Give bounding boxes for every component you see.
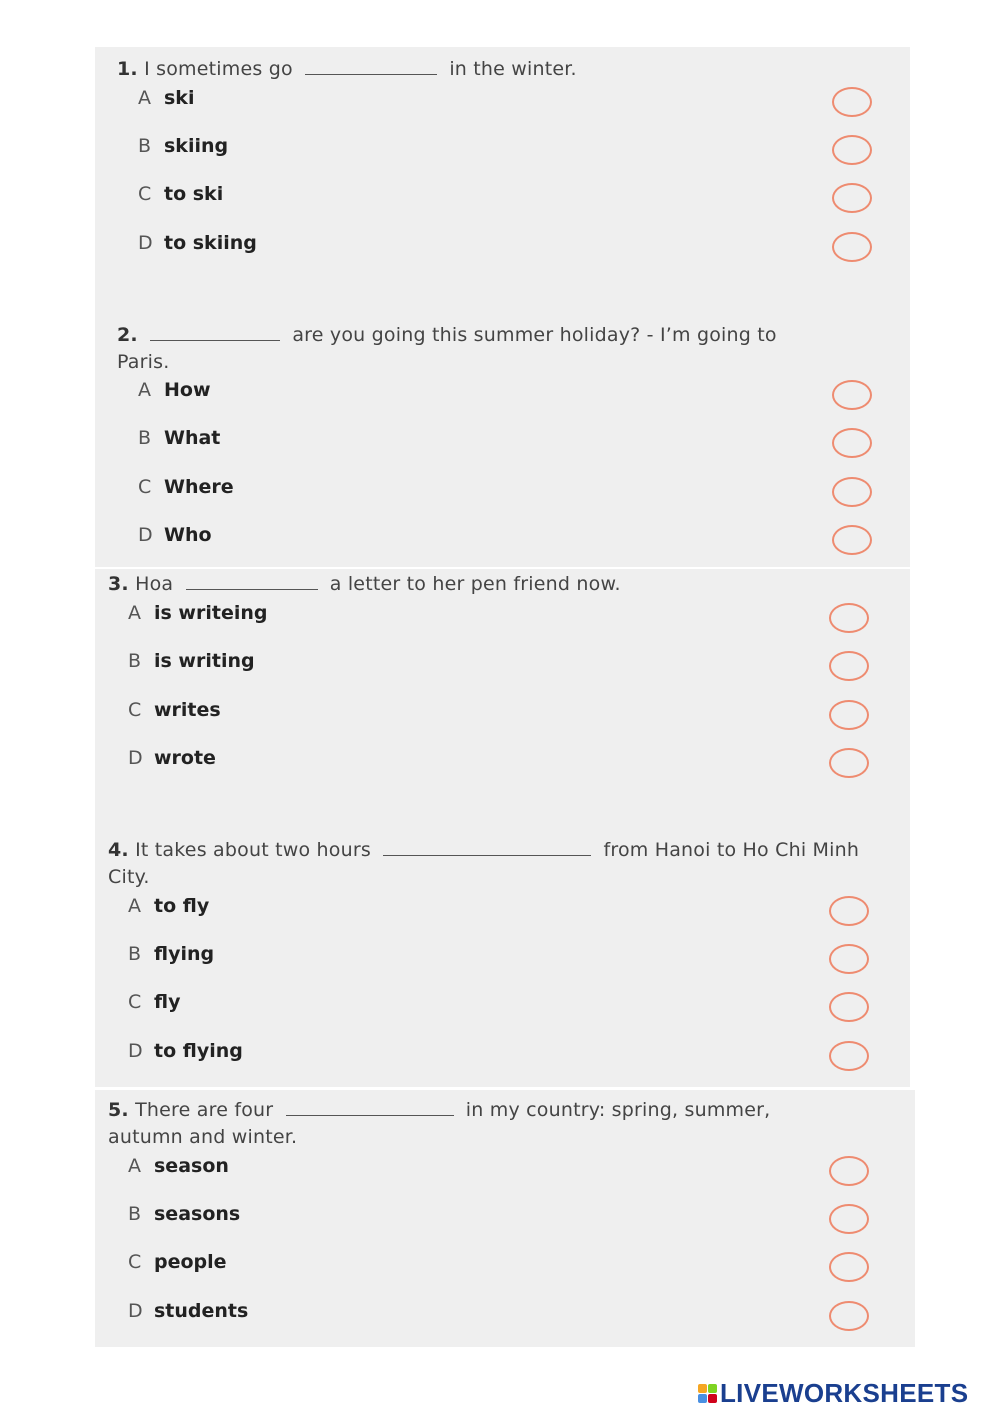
option-text: to fly — [154, 895, 210, 917]
option-text: flying — [154, 943, 215, 965]
question-number: 2. — [117, 324, 138, 346]
option-letter: C — [128, 699, 142, 721]
option-letter: B — [128, 650, 142, 672]
answer-blank — [305, 56, 437, 75]
question-text-before: It takes about two hours — [135, 839, 371, 861]
option-5b — [128, 1202, 240, 1226]
option-letter: B — [138, 427, 152, 449]
question-1 — [117, 56, 837, 83]
option-letter: D — [128, 747, 143, 769]
option-letter: A — [128, 1155, 141, 1177]
question-2 — [117, 322, 817, 376]
option-3d — [128, 746, 216, 770]
question-4 — [108, 837, 868, 891]
option-letter: A — [138, 379, 151, 401]
option-3c — [128, 698, 221, 722]
answer-blank — [286, 1097, 454, 1116]
option-4a — [128, 894, 209, 918]
option-1a — [138, 86, 194, 110]
option-letter: A — [128, 895, 141, 917]
radio-2d[interactable] — [832, 525, 872, 555]
radio-3c[interactable] — [829, 700, 869, 730]
liveworksheets-logo-icon — [698, 1384, 717, 1403]
option-letter: C — [128, 991, 142, 1013]
option-1b — [138, 134, 228, 158]
question-text-after: a letter to her pen friend now. — [329, 573, 621, 595]
option-5a — [128, 1154, 229, 1178]
option-text: to skiing — [164, 232, 257, 254]
option-text: What — [164, 427, 221, 449]
option-text: people — [154, 1251, 227, 1273]
option-3a — [128, 601, 267, 625]
option-text: Where — [164, 476, 234, 498]
question-panel-3-4 — [95, 569, 910, 1087]
radio-1d[interactable] — [832, 232, 872, 262]
option-text: to ski — [164, 183, 224, 205]
option-letter: C — [138, 183, 152, 205]
radio-3a[interactable] — [829, 603, 869, 633]
radio-5c[interactable] — [829, 1252, 869, 1282]
option-letter: D — [128, 1040, 143, 1062]
radio-4d[interactable] — [829, 1041, 869, 1071]
option-letter: C — [138, 476, 152, 498]
option-3b — [128, 649, 255, 673]
question-text-after: are you going this summer holiday? - I’m going to Paris. — [117, 324, 777, 373]
option-letter: C — [128, 1251, 142, 1273]
option-text: is writeing — [154, 602, 268, 624]
question-text-before: I sometimes go — [144, 58, 293, 80]
option-letter: B — [128, 1203, 142, 1225]
option-2b — [138, 426, 220, 450]
logo-square-2 — [708, 1384, 717, 1393]
logo-text: LIVEWORKSHEETS — [720, 1378, 969, 1408]
option-1c — [138, 182, 223, 206]
option-4d — [128, 1039, 243, 1063]
option-text: How — [164, 379, 211, 401]
logo-square-4 — [708, 1394, 717, 1403]
radio-2b[interactable] — [832, 428, 872, 458]
option-text: students — [154, 1300, 249, 1322]
logo-square-1 — [698, 1384, 707, 1393]
option-5d — [128, 1299, 248, 1323]
radio-2c[interactable] — [832, 477, 872, 507]
option-text: season — [154, 1155, 229, 1177]
option-text: skiing — [164, 135, 229, 157]
option-2a — [138, 378, 211, 402]
option-2c — [138, 475, 234, 499]
question-text-after: from Hanoi to Ho Chi Minh City. — [108, 839, 860, 888]
option-text: writes — [154, 699, 221, 721]
option-text: wrote — [154, 747, 216, 769]
answer-blank — [186, 571, 318, 590]
radio-3d[interactable] — [829, 748, 869, 778]
answer-blank — [150, 322, 280, 341]
option-text: fly — [154, 991, 181, 1013]
question-text-after: in my country: spring, summer, autumn and winter. — [108, 1099, 771, 1148]
option-letter: B — [138, 135, 152, 157]
radio-1b[interactable] — [832, 135, 872, 165]
option-4b — [128, 942, 214, 966]
question-number: 1. — [117, 58, 138, 80]
option-letter: A — [138, 87, 151, 109]
radio-3b[interactable] — [829, 651, 869, 681]
question-text-after: in the winter. — [449, 58, 577, 80]
option-letter: D — [138, 232, 153, 254]
question-3 — [108, 571, 828, 598]
radio-4b[interactable] — [829, 944, 869, 974]
radio-5b[interactable] — [829, 1204, 869, 1234]
radio-4a[interactable] — [829, 896, 869, 926]
question-number: 4. — [108, 839, 129, 861]
question-number: 3. — [108, 573, 129, 595]
option-letter: B — [128, 943, 142, 965]
option-text: Who — [164, 524, 212, 546]
question-number: 5. — [108, 1099, 129, 1121]
option-text: is writing — [154, 650, 255, 672]
option-text: ski — [164, 87, 195, 109]
option-letter: A — [128, 602, 141, 624]
radio-1c[interactable] — [832, 183, 872, 213]
logo-square-3 — [698, 1394, 707, 1403]
question-5 — [108, 1097, 808, 1151]
option-text: seasons — [154, 1203, 241, 1225]
option-4c — [128, 990, 180, 1014]
radio-5a[interactable] — [829, 1156, 869, 1186]
question-text-before: There are four — [135, 1099, 274, 1121]
option-1d — [138, 231, 257, 255]
option-letter: D — [138, 524, 153, 546]
question-text-before: Hoa — [135, 573, 174, 595]
answer-blank — [383, 837, 591, 856]
radio-4c[interactable] — [829, 992, 869, 1022]
option-letter: D — [128, 1300, 143, 1322]
radio-5d[interactable] — [829, 1301, 869, 1331]
option-text: to flying — [154, 1040, 243, 1062]
option-2d — [138, 523, 212, 547]
option-5c — [128, 1250, 227, 1274]
liveworksheets-logo[interactable] — [698, 1378, 968, 1409]
radio-1a[interactable] — [832, 87, 872, 117]
radio-2a[interactable] — [832, 380, 872, 410]
